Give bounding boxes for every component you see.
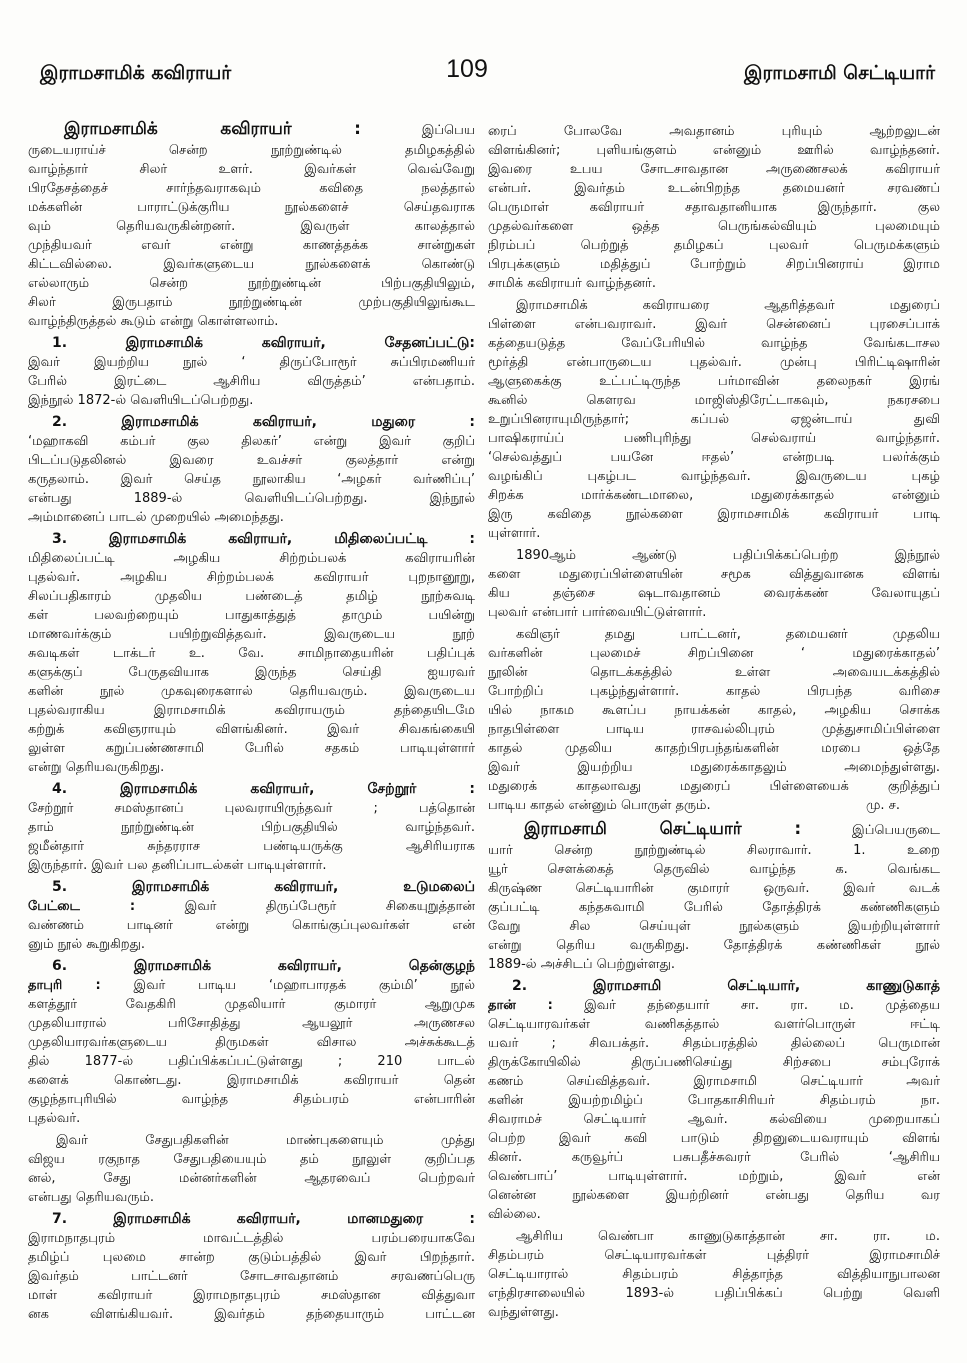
- text-line: [28, 334, 475, 353]
- text-line: வாழ்ந்திருத்தல் கூடும் என்று கொள்ளலாம்.: [28, 314, 279, 329]
- entry-heading: 3. இராமசாமிக் கவிராயர், மிதிலைப்பட்டி :: [52, 531, 475, 547]
- text-line: புதல்வர்.: [28, 1111, 81, 1126]
- text-line: 1889-ல் அச்சிடப் பெற்றுள்ளது.: [488, 957, 676, 972]
- text-line: இவர்தம் பாட்டனர் சோடசாவதானம் சரவணப்பெரு: [28, 1269, 475, 1284]
- running-head-left: இராமசாமிக் கவிராயர்: [40, 62, 232, 84]
- text-line: 1890ஆம் ஆண்டு பதிப்பிக்கப்பெற்ற இந்நூல்: [516, 548, 940, 563]
- text-line: எந்திரசாலையில் 1893-ல் பதிப்பிக்கப் பெற்று வெளி: [488, 1286, 940, 1301]
- paragraph: [28, 1210, 475, 1324]
- paragraph: [28, 1131, 475, 1207]
- text-line: நாதபிள்ளை பாடிய ராசவல்லிபுரம் முத்துசாமிப்பிள்ளை: [488, 722, 940, 737]
- text-line: [28, 413, 475, 432]
- text-line: [28, 780, 475, 799]
- right-column: [488, 122, 940, 1322]
- text-line: னல், சேது மன்னர்களின் ஆதரவைப் பெற்றவர்: [28, 1171, 475, 1186]
- text-line: பெற்ற இவர் கவி பாடும் திறனுடையவராயும் விளங்: [488, 1131, 940, 1146]
- text-line: ஆளுகைக்கு உட்பட்டிருந்த பர்மாவின் தலைநகர் இரங்: [488, 374, 940, 389]
- paragraph: [488, 818, 940, 974]
- text-line: ஜமீன்தார் சுந்தரராச பண்டியருக்கு ஆசிரியராக: [28, 839, 475, 854]
- text-line: நிரம்பப் பெற்றுத் தமிழகப் புலவர் பெருமக்களும்: [488, 238, 940, 253]
- paragraph: [28, 530, 475, 777]
- text-line: வெண்பாப்’ பாடியுள்ளார். மற்றும், இவர் என்: [488, 1169, 940, 1184]
- text-line: கிய தஞ்சை ஷடாவதானம் வைரக்கண் வேலாயுதப்: [488, 586, 940, 601]
- text-line: ருடையராய்ச் சென்ற நூற்றுண்டில் தமிழகத்தில்: [28, 143, 475, 158]
- entry-title: இராமசாமிக் கவிராயர் :: [64, 119, 361, 139]
- text-line: இந்நூல் 1872-ல் வெளியிடப்பெற்றது.: [28, 393, 254, 408]
- paragraph: [28, 780, 475, 875]
- text-line: வழங்கிப் புகழ்பட வாழ்ந்தவர். இவருடைய புகழ்: [488, 469, 940, 484]
- text-line: களை மதுரைப்பிள்ளையின் சமூக வித்துவானக விளங்: [488, 567, 940, 582]
- text-line: இவர் சேதுபதிகளின் மாண்புகளையும் முத்து: [56, 1133, 475, 1148]
- text-line: கவிஞர் தமது பாட்டனர், தமையனர் முதலிய: [516, 627, 940, 642]
- text-line: கினர். கருவூர்ப் பசுபதீச்சுவரர் பேரில் ‘ஆசிரிய: [488, 1150, 940, 1165]
- line-text: இப்பெய: [360, 123, 475, 138]
- text-line: பிள்ளை என்பவராவர். இவர் சென்னைப் புரசைப்பாக்: [488, 317, 940, 332]
- text-line: தில் 1877-ல் பதிப்பிக்கப்பட்டுள்ளது ; 210 பாடல்: [28, 1054, 475, 1069]
- left-column: [28, 118, 475, 1324]
- text-line: அம்மானைப் பாடல் முறையில் அமைந்தது.: [28, 510, 284, 525]
- text-line: மதுரைக் காதலாவது மதுரைப் பிள்ளையைக் குறித்துப்: [488, 779, 940, 794]
- text-line: இராமசாமிக் கவிராயரை ஆதரித்தவர் மதுரைப்: [516, 298, 940, 313]
- text-line: முதலியாரால் பரிசோதித்து ஆயலூர் அருணசல: [28, 1016, 475, 1031]
- text-line: ‘மஹாகவி கம்பர் குல திலகர்’ என்று இவர் குறிப்: [28, 434, 475, 449]
- text-line: சுவடிகள் டாக்டர் உ. வே. சாமிநாதையரின் பதிப்புக்: [28, 646, 475, 661]
- text-line: முதல்வர்களை ஒத்த பெருங்கல்வியும் புலமையும்: [488, 219, 940, 234]
- text-line: யில் நாகம கூளப்ப நாயக்கன் காதல், அழகிய சொக்க: [488, 703, 940, 718]
- paragraph: [488, 625, 940, 815]
- text-line: முந்தியவர் எவர் என்று காணத்தக்க சான்றுகள்: [28, 238, 475, 253]
- text-line: களத்தூர் வேதகிரி முதலியார் குமாரர் ஆறுமுக: [28, 997, 475, 1012]
- line-text: இவர் பாடிய ‘மஹாபாரதக் கும்மி’ நூல்: [100, 978, 475, 993]
- text-line: வந்துள்ளது.: [488, 1305, 559, 1320]
- text-line: விஜய ரகுநாத சேதுபதியையும் தம் நூலுள் குறிப்பத: [28, 1152, 475, 1167]
- text-line: பேரில் இரட்டை ஆசிரிய விருத்தம்’ என்பதாம்.: [28, 374, 475, 389]
- text-line: குப்பட்டி கந்தசுவாமி பேரில் தோத்திரக் கண்ணிகளும்: [488, 900, 940, 915]
- text-line: புலவர் என்பார் பார்வையிட்டுள்ளார்.: [488, 605, 707, 620]
- text-line: புதல்வர். அழகிய சிற்றம்பலக் கவிராயர் புறநானூறு,: [28, 570, 475, 585]
- text-line: வேறு சில செய்யுள் நூல்களும் இயற்றியுள்ளார்: [488, 919, 940, 934]
- text-line: சிவராமச் செட்டியார் ஆவர். கல்வியை முறையாகப்: [488, 1112, 940, 1127]
- paragraph: [28, 878, 475, 954]
- entry-title: இராமசாமி செட்டியார் :: [524, 819, 802, 839]
- entry-heading: பேட்டை :: [28, 899, 136, 914]
- text-line: னும் நூல் கூறுகிறது.: [28, 937, 146, 952]
- author-initials: மு. ச.: [865, 798, 900, 813]
- paragraph: [28, 413, 475, 527]
- text-line: கிருஷ்ண செட்டியாரின் குமாரர் ஒருவர். இவர் வடக்: [488, 881, 940, 896]
- page-number: 109: [446, 55, 488, 83]
- text-line: [488, 796, 940, 815]
- text-line: களைக் கொண்டது. இராமசாமிக் கவிராயர் தென்: [28, 1073, 475, 1088]
- running-head-right: இராமசாமி செட்டியார்: [744, 62, 935, 84]
- text-line: லுள்ள கறுப்பண்ணசாமி பேரில் சதகம் பாடியுள்ளார்: [28, 741, 475, 756]
- entry-heading: 2. இராமசாமிக் கவிராயர், மதுரை :: [52, 414, 475, 430]
- text-line: இராமநாதபுரம் மாவட்டத்தில் பரம்பரையாகவே: [28, 1231, 475, 1246]
- text-line: கள் பலவற்றையும் பாதுகாத்துத் தாமும் பயின்று: [28, 608, 475, 623]
- text-line: மாணவர்க்கும் பயிற்றுவித்தவர். இவருடைய நூற்: [28, 627, 475, 642]
- text-line: சிதம்பரம் செட்டியாரவர்கள் புத்திரர் இராமசாமிச்: [488, 1248, 940, 1263]
- line-text: இவர் தந்தையார் சா. ரா. ம. முத்தைய: [552, 998, 940, 1013]
- text-line: சிலப்பதிகாரம் முதலிய பண்டைத் தமிழ் நூற்சுவடி: [28, 589, 475, 604]
- text-line: ‘செல்வத்துப் பயனே ஈதல்’ என்றபடி பலர்க்கும்: [488, 450, 940, 465]
- text-line: இவரை உபய சோடசாவதான அருணைசலக் கவிராயர்: [488, 162, 940, 177]
- text-line: கத்தையடுத்த வேப்பேரியில் வாழ்ந்த வேங்கடாசல: [488, 336, 940, 351]
- text-line: பிரதேசத்தைச் சார்ந்தவராகவும் கவிதை நலத்தால்: [28, 181, 475, 196]
- paragraph: [488, 1227, 940, 1322]
- text-line: குழந்தாபுரியில் வாழ்ந்த சிதம்பரம் என்பாரின்: [28, 1092, 475, 1107]
- text-line: ரைப் போலவே அவதானம் புரியும் ஆற்றலுடன்: [488, 124, 940, 139]
- text-line: வில்லை.: [488, 1207, 541, 1222]
- paragraph: [28, 334, 475, 410]
- text-line: [28, 530, 475, 549]
- text-line: என்று தெரிய வருகிறது. தோத்திரக் கண்ணிகள் நூல்: [488, 938, 940, 953]
- text-line: நூலின் தொடக்கத்தில் உள்ள அவையடக்கத்தில்: [488, 665, 940, 680]
- text-line: [28, 976, 475, 995]
- text-line: மூர்த்தி என்பாருடைய புதல்வர். முன்பு பிரிட்டிஷாரின்: [488, 355, 940, 370]
- text-line: [28, 118, 475, 141]
- text-line: வும் தெரியவருகின்றனர். இவருள் காலத்தால்: [28, 219, 475, 234]
- text-line: சிறக்க மார்க்கண்டமாலை, மதுரைக்காதல் என்னும்: [488, 488, 940, 503]
- entry-heading: 7. இராமசாமிக் கவிராயர், மானமதுரை :: [52, 1211, 475, 1227]
- paragraph: [28, 118, 475, 331]
- text-line: களின் இயற்றமிழ்ப் போதகாசிரியர் சிதம்பரம் நா.: [488, 1093, 940, 1108]
- entry-heading: 4. இராமசாமிக் கவிராயர், சேற்றூர் :: [52, 781, 475, 797]
- entry-heading: 5. இராமசாமிக் கவிராயர், உடுமலைப்: [52, 879, 475, 895]
- text-line: பாஷிகராய்ப் பணிபுரிந்து செல்வராய் வாழ்ந்தார்.: [488, 431, 940, 446]
- text-line: முதலியாரவர்களுடைய திருமகள் விசால அச்சுக்கூடத்: [28, 1035, 475, 1050]
- text-line: காதல் முதலிய காதற்பிரபந்தங்களின் மரபை ஒத்தே: [488, 741, 940, 756]
- paragraph: [488, 122, 940, 293]
- text-line: சிலர் இருபதாம் நூற்றுண்டின் முற்பகுதியிலுங்கூட: [28, 295, 475, 310]
- text-line: யார் சென்ற நூற்றுண்டில் சிலராவார். 1. உறை: [488, 843, 940, 858]
- paragraph: [488, 977, 940, 1224]
- text-line: தாம் நூற்றுண்டின் பிற்பகுதியில் வாழ்ந்தவர்.: [28, 820, 475, 835]
- text-line: யூர் சௌக்கைத் தெருவில் வாழ்ந்த க. வெங்கட: [488, 862, 940, 877]
- text-line: புதல்வராகிய இராமசாமிக் கவிராயரும் தந்தையிடமே: [28, 703, 475, 718]
- text-line: என்று தெரியவருகிறது.: [28, 760, 165, 775]
- text-line: என்பது 1889-ல் வெளியிடப்பெற்றது. இந்நூல்: [28, 491, 475, 506]
- text-line: [28, 957, 475, 976]
- text-line: இருந்தார். இவர் பல தனிப்பாடல்கள் பாடியுள்ளார்.: [28, 858, 327, 873]
- entry-heading: 1. இராமசாமிக் கவிராயர், சேதனப்பட்டு:: [52, 335, 475, 351]
- text-line: திருக்கோயிலில் திருப்பணிசெய்து சிற்சபை சம்புரோக்: [488, 1055, 940, 1070]
- text-line: [488, 996, 940, 1015]
- text-line: வர்களின் புலமைச் சிறப்பினை ‘ மதுரைக்காதல்’: [488, 646, 940, 661]
- text-line: சேற்றூர் சமஸ்தானப் புலவராயிருந்தவர் ; பத்தொன்: [28, 801, 475, 816]
- text-line: சாமிக் கவிராயர் வாழ்ந்தனர்.: [488, 276, 656, 291]
- paragraph: [488, 296, 940, 543]
- text-line: என்பது தெரியவரும்.: [28, 1190, 155, 1205]
- entry-heading: 6. இராமசாமிக் கவிராயர், தென்குழந்: [52, 958, 475, 974]
- text-line: களின் நூல் முகவுரைகளால் தெரியவரும். இவருடைய: [28, 684, 475, 699]
- line-text: இப்பெயருடை: [801, 823, 940, 838]
- text-line: [28, 878, 475, 897]
- text-line: போற்றிப் புகழ்ந்துள்ளார். காதல் பிரபந்த வரிசை: [488, 684, 940, 699]
- entry-heading: தான் :: [488, 998, 553, 1013]
- text-line: [28, 1210, 475, 1229]
- text-line: யவர் ; சிவபக்தர். சிதம்பரத்தில் தில்லைப் பெருமான்: [488, 1036, 940, 1051]
- text-line: பிரபுக்களும் மதித்துப் போற்றும் சிறப்பினராய் இராம: [488, 257, 940, 272]
- text-line: விளங்கினர்; புளியங்குளம் என்னும் ஊரில் வாழ்ந்தனர்.: [488, 143, 940, 158]
- text-line: தமிழ்ப் புலமை சான்ற குடும்பத்தில் இவர் பிறந்தார்.: [28, 1250, 475, 1265]
- text-line: உறுப்பினராயுமிருந்தார்; கப்பல் ஏஜன்டாய் துவி: [488, 412, 940, 427]
- line-text: இவர் திருப்பேரூர் சிகையுறுத்தான்: [135, 899, 475, 914]
- text-line: இவர் இயற்றிய மதுரைக்காதலும் அமைந்துள்ளது.: [488, 760, 940, 775]
- text-line: [28, 897, 475, 916]
- text-line: என்பர். இவர்தம் உடன்பிறந்த தமையனர் சரவணப்: [488, 181, 940, 196]
- text-line: ஆசிரிய வெண்பா காணுடுகாத்தான் சா. ரா. ம.: [516, 1229, 940, 1244]
- text-line: பெருமாள் கவிராயர் சதாவதானியாக இருந்தார். குல: [488, 200, 940, 215]
- text-line: இவர் இயற்றிய நூல் ‘ திருப்போரூர் சுப்பிரமணியர்: [28, 355, 475, 370]
- text-line: செட்டியாரவர்கள் வணிகத்தால் வளர்பொருள் ஈட்டி: [488, 1017, 940, 1032]
- text-line: [488, 818, 940, 841]
- text-line: னக விளங்கியவர். இவர்தம் தந்தையாரும் பாட்டன: [28, 1307, 475, 1322]
- text-line: செட்டியாரால் சிதம்பரம் சித்தாந்த வித்தியாநுபாலன: [488, 1267, 940, 1282]
- text-line: கருதலாம். இவர் செய்த நூலாகிய ‘அழகர் வர்ணிப்பு’: [28, 472, 475, 487]
- line-text: பாடிய காதல் என்னும் பொருள் தரும்.: [488, 798, 711, 813]
- text-line: மக்களின் பாராட்டுக்குரிய நூல்களைச் செய்தவராக: [28, 200, 475, 215]
- text-line: னென்ன நூல்களை இயற்றினர் என்பது தெரிய வர: [488, 1188, 940, 1203]
- paragraph: [28, 957, 475, 1128]
- text-line: இரு கவிதை நூல்களை இராமசாமிக் கவிராயர் பாடி: [488, 507, 940, 522]
- text-line: வண்ணம் பாடினர் என்று கொங்குப்புலவர்கள் என்: [28, 918, 475, 933]
- text-line: களுக்குப் பேருதவியாக இருந்த செய்தி ஐயரவர்: [28, 665, 475, 680]
- text-line: பிடப்படுதலினல் இவரை உவச்சர் குலத்தார் என்று: [28, 453, 475, 468]
- text-line: கணம் செய்வித்தவர். இராமசாமி செட்டியார் அவர்: [488, 1074, 940, 1089]
- entry-heading: தாபுரி :: [28, 978, 101, 993]
- text-line: கூனில் கௌரவ மாஜிஸ்திரேட்டாகவும், நகரசபை: [488, 393, 940, 408]
- text-line: வாழ்ந்தார் சிலர் உளர். இவர்கள் வெவ்வேறு: [28, 162, 475, 177]
- text-line: மாள் கவிராயர் இராமநாதபுரம் சமஸ்தான வித்துவா: [28, 1288, 475, 1303]
- text-line: யுள்ளார்.: [488, 526, 541, 541]
- text-line: எல்லாரும் சென்ற நூற்றுண்டின் பிற்பகுதியிலும்,: [28, 276, 475, 291]
- paragraph: [488, 546, 940, 622]
- text-line: [488, 977, 940, 996]
- entry-heading: 2. இராமசாமி செட்டியார், காணுடுகாத்: [512, 978, 940, 994]
- text-line: கற்றுக் கவிஞராயும் விளங்கினர். இவர் சிவகங்கையி: [28, 722, 475, 737]
- text-line: கிட்டவில்லை. இவர்களுடைய நூல்களைக் கொண்டு: [28, 257, 475, 272]
- text-line: மிதிலைப்பட்டி அழகிய சிற்றம்பலக் கவிராயரின்: [28, 551, 475, 566]
